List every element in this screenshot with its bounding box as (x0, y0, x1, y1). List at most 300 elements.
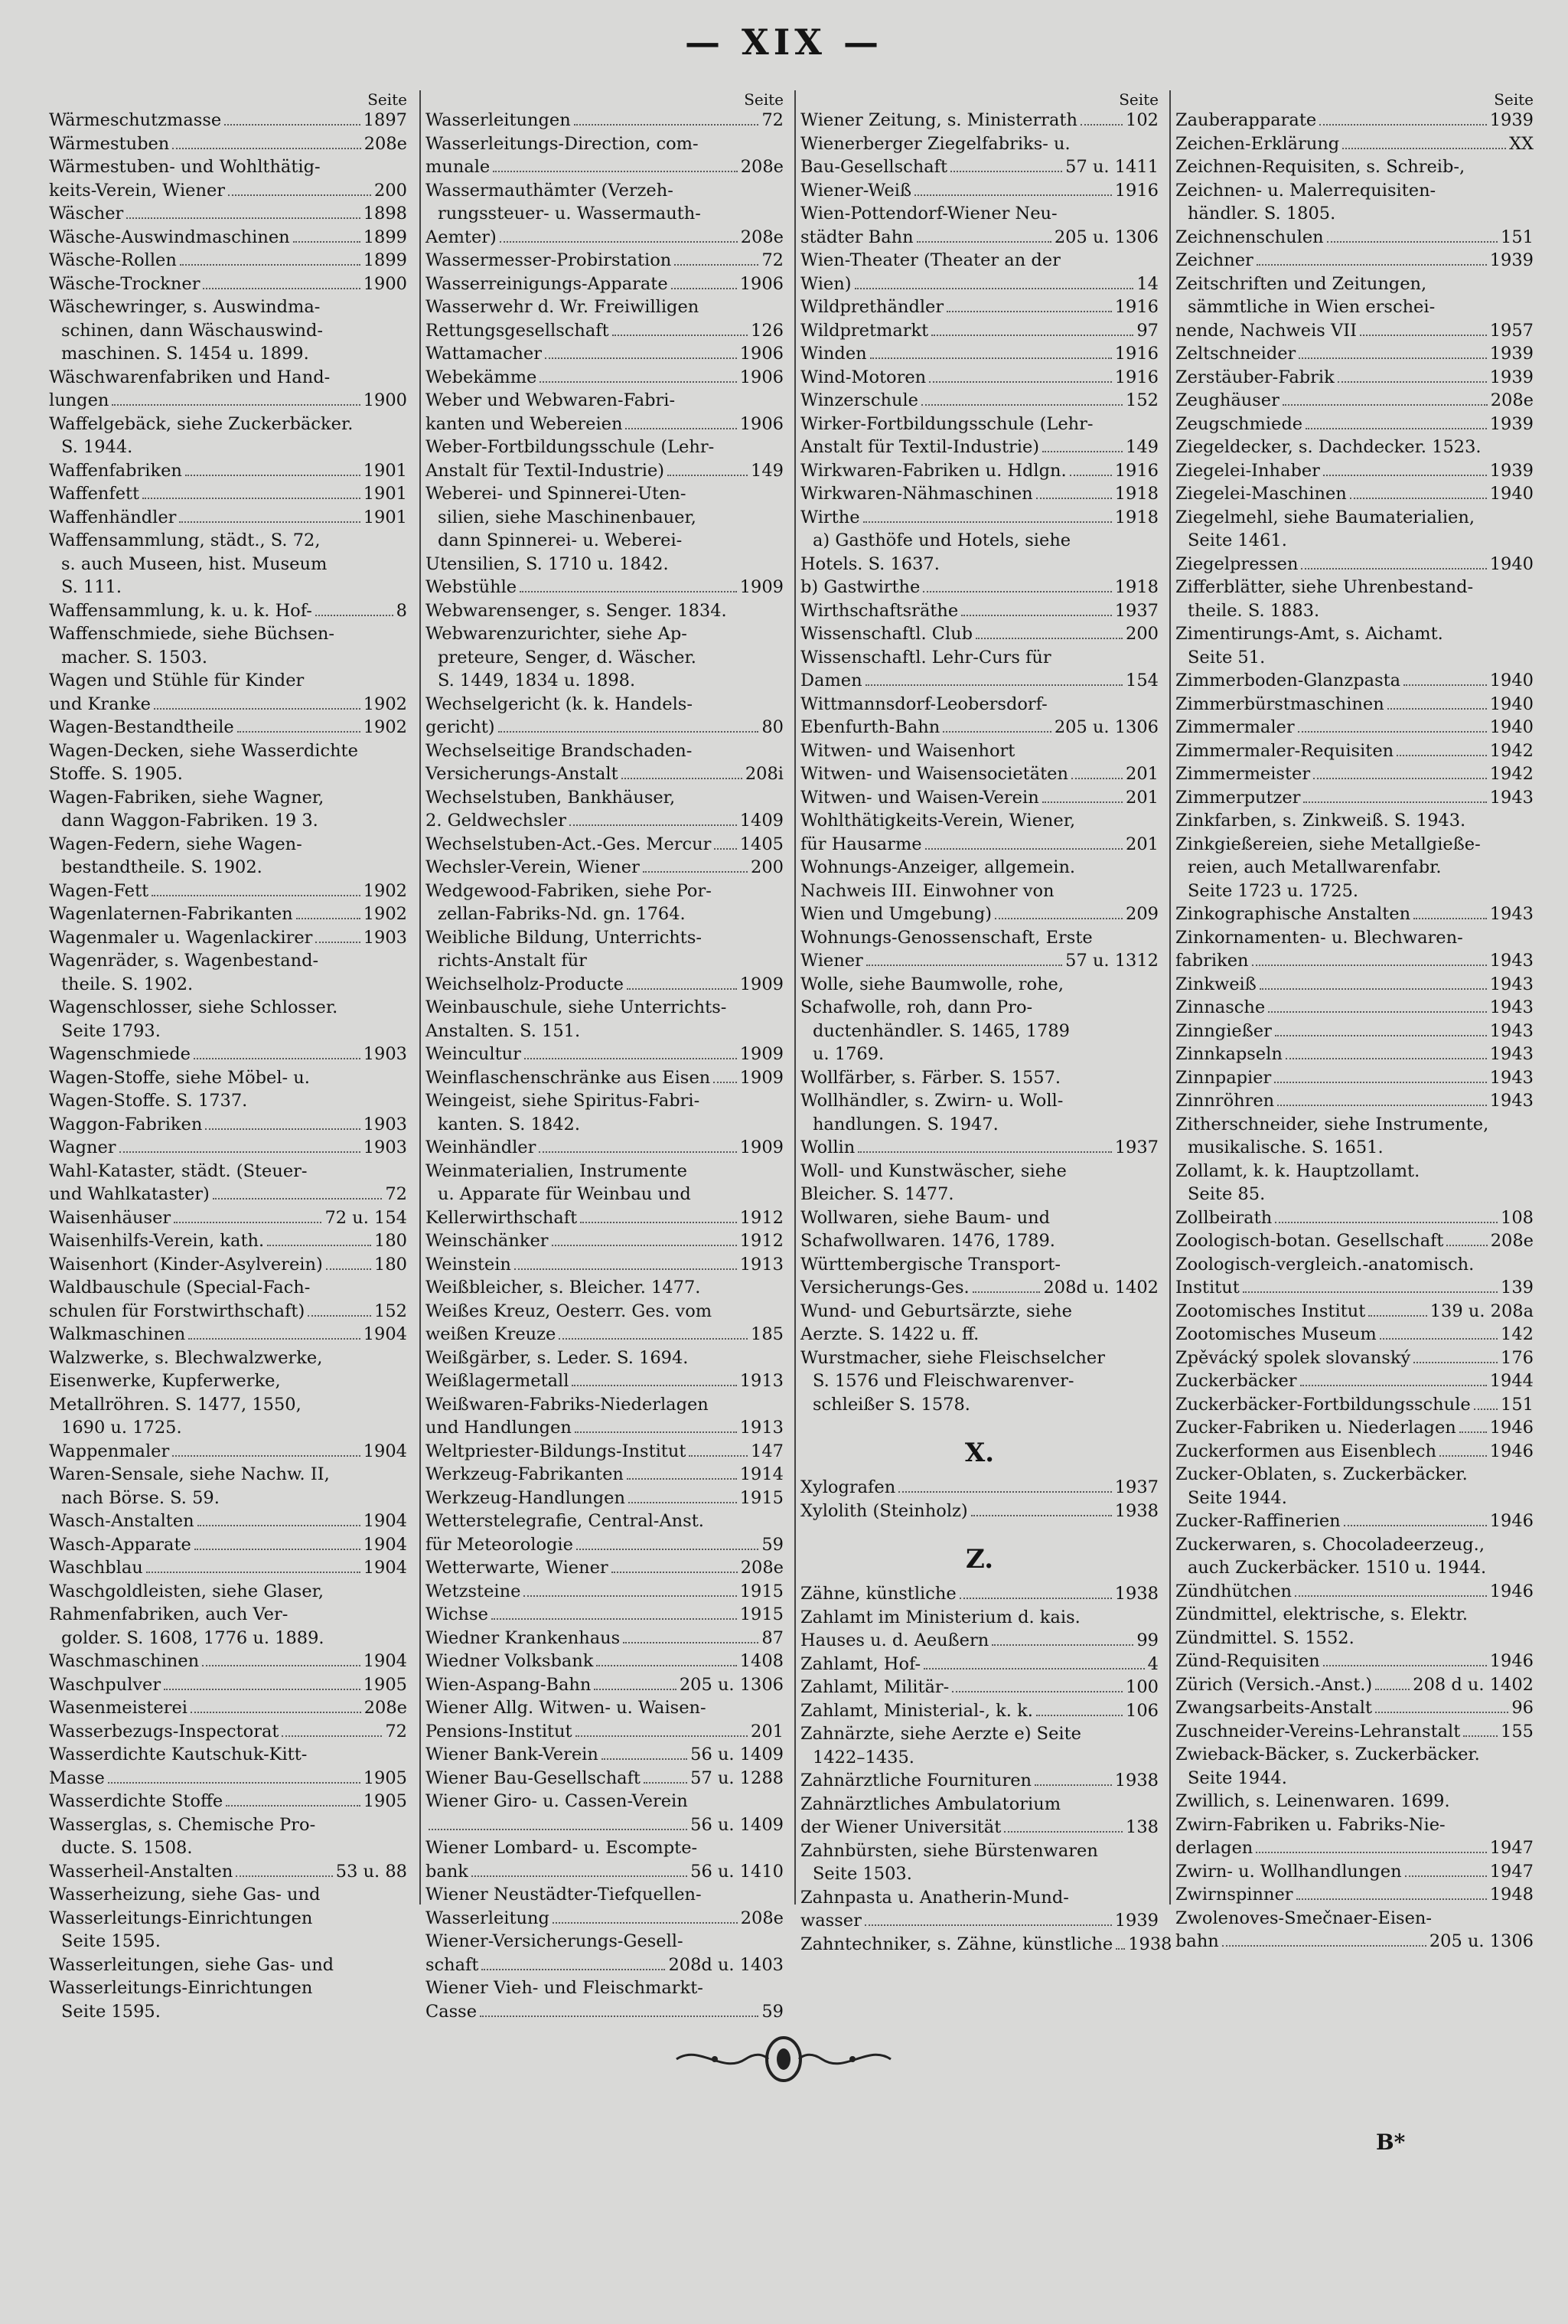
entry-page: 1916 (1114, 460, 1159, 481)
index-entry: Wienerberger Ziegelfabriks- u. (800, 133, 1071, 154)
dot-leader (308, 1315, 371, 1317)
entry-term: Zinnkapseln (1175, 1044, 1283, 1064)
entry-term: Zucker-Raffinerien (1175, 1511, 1341, 1531)
entry-page: 106 (1126, 1700, 1159, 1721)
index-entry (44, 1767, 412, 1790)
index-entry (1171, 739, 1538, 763)
entry-term: Wasenmeisterei (49, 1698, 187, 1718)
index-entry (421, 249, 788, 273)
entry-term: Versicherungs-Ges. (800, 1278, 970, 1297)
dot-leader (627, 1478, 737, 1480)
entry-continuation: u. 1769. (813, 1044, 885, 1064)
index-entry: Wien-Theater (Theater an der (800, 250, 1061, 270)
index-entry (1171, 1930, 1538, 1954)
dot-leader (1295, 1595, 1487, 1597)
index-entry: Wetterstelegrafie, Central-Anst. (425, 1511, 704, 1531)
dot-leader (1036, 498, 1112, 499)
dot-leader (1035, 1784, 1112, 1786)
index-entry: Zinkfarben, s. Zinkweiß. S. 1943. (1175, 811, 1466, 831)
dot-leader (1036, 1715, 1123, 1716)
entry-term: Wiener Zeitung, s. Ministerrath (800, 110, 1077, 130)
entry-term: Wind-Motoren (800, 367, 927, 387)
entry-term: Wasch-Apparate (49, 1534, 191, 1555)
page-number: — XIX — (685, 21, 883, 63)
index-entry (44, 1440, 412, 1464)
entry-term: Zimmermeister (1175, 764, 1311, 784)
entry-continuation: Seite 1793. (61, 1020, 161, 1041)
index-entry: Utensilien, S. 1710 u. 1842. (425, 553, 669, 574)
dot-leader (689, 1455, 748, 1457)
entry-term: Wappenmaler (49, 1441, 170, 1461)
index-entry (421, 1369, 788, 1393)
entry-continuation: S. 1576 und Fleischwarenver- (813, 1371, 1074, 1391)
entry-page: 151 (1501, 1394, 1534, 1415)
entry-term: Wirkwaren-Nähmaschinen (800, 484, 1033, 504)
index-entry: Waffenschmiede, siehe Büchsen- (49, 624, 334, 644)
entry-term: Wasserleitungen (425, 110, 571, 130)
entry-page: 1937 (1114, 1477, 1159, 1497)
dot-leader (146, 1572, 360, 1573)
index-entry (44, 693, 412, 716)
index-entry (421, 1767, 788, 1790)
entry-page: 72 (761, 110, 784, 130)
dot-leader (674, 264, 758, 266)
entry-page: 4 (1147, 1653, 1159, 1674)
entry-term: Wärmeschutzmasse (49, 110, 222, 130)
entry-continuation: Seite 85. (1188, 1184, 1266, 1204)
entry-page: 1938 (1128, 1934, 1172, 1954)
dot-leader (576, 1549, 758, 1550)
index-entry (1171, 693, 1538, 716)
index-entry (44, 1300, 412, 1324)
dot-leader (925, 848, 1123, 850)
index-entry (1171, 1393, 1538, 1417)
dot-leader (1004, 1831, 1123, 1833)
index-entry: Wirker-Fortbildungsschule (Lehr- (800, 413, 1094, 434)
entry-term: Zimmermaler-Requisiten (1175, 740, 1394, 761)
index-entry (44, 1183, 412, 1206)
entry-term: Weißlagermetall (425, 1371, 569, 1391)
entry-term: Wasserbezugs-Inspectorat (49, 1721, 279, 1741)
entry-page: 1904 (363, 1651, 407, 1671)
entry-page: 205 u. 1306 (1054, 227, 1159, 247)
entry-term: keits-Verein, Wiener (49, 180, 226, 201)
index-entry: Weißwaren-Fabriks-Niederlagen (425, 1394, 709, 1415)
entry-page: 1901 (363, 507, 407, 527)
index-entry: Wechselseitige Brandschaden- (425, 740, 693, 761)
index-entry (421, 226, 788, 250)
index-entry: Wien-Pottendorf-Wiener Neu- (800, 204, 1058, 224)
dot-leader (971, 1515, 1112, 1516)
entry-term: Wiener Bau-Gesellschaft (425, 1767, 641, 1788)
index-entry (421, 1954, 788, 1977)
dot-leader (172, 148, 360, 149)
entry-page: 1903 (363, 1138, 407, 1157)
index-entry (796, 1653, 1163, 1676)
index-entry (421, 1323, 788, 1346)
entry-page: 1943 (1489, 951, 1534, 971)
index-entry (421, 1066, 788, 1090)
index-entry: Wohnungs-Genossenschaft, Erste (800, 927, 1093, 948)
entry-term: Waschblau (49, 1558, 143, 1578)
index-entry (796, 179, 1163, 203)
entry-term: Aemter) (425, 227, 497, 247)
dot-leader (1256, 1852, 1486, 1853)
dot-leader (952, 1691, 1123, 1692)
entry-page: 1937 (1114, 600, 1159, 621)
entry-term: Institut (1175, 1278, 1240, 1297)
dot-leader (950, 171, 1062, 172)
entry-page: XX (1508, 133, 1534, 154)
index-entry (421, 809, 788, 833)
index-entry (44, 926, 412, 950)
index-entry: Weber-Fortbildungsschule (Lehr- (425, 437, 715, 457)
dot-leader (553, 1922, 738, 1924)
entry-page: 154 (1126, 671, 1159, 690)
index-entry (44, 1533, 412, 1557)
index-entry (796, 482, 1163, 506)
index-entry (44, 249, 412, 273)
dot-leader (574, 124, 759, 126)
dot-leader (228, 194, 371, 196)
dot-leader (172, 1455, 360, 1457)
entry-term: bahn (1175, 1931, 1219, 1951)
entry-page: 1940 (1489, 694, 1534, 714)
index-column-3 (794, 90, 1172, 1954)
entry-page: 1916 (1114, 344, 1159, 364)
dot-leader (1474, 1408, 1498, 1410)
index-entry (44, 1696, 412, 1720)
entry-page: 1943 (1489, 904, 1534, 924)
entry-term: Wagen-Bestandtheile (49, 717, 234, 737)
entry-page: 126 (751, 320, 784, 341)
dot-leader (1360, 335, 1487, 336)
index-entry: Wiener Allg. Witwen- u. Waisen- (425, 1698, 706, 1718)
entry-term: Zucker-Fabriken u. Niederlagen (1175, 1418, 1456, 1438)
index-entry: Zeichnen-Requisiten, s. Schreib-, (1175, 157, 1465, 177)
index-entry (1171, 996, 1538, 1020)
index-entry (421, 109, 788, 132)
dot-leader (1283, 404, 1488, 406)
entry-term: und Handlungen (425, 1418, 572, 1438)
dot-leader (628, 1502, 737, 1503)
entry-continuation: auch Zuckerbäcker. 1510 u. 1944. (1188, 1558, 1487, 1578)
dot-leader (179, 521, 360, 523)
index-entry (421, 856, 788, 880)
entry-page: 1904 (363, 1441, 407, 1461)
index-entry: Zollamt, k. k. Hauptzollamt. (1175, 1160, 1420, 1181)
index-entry (1171, 342, 1538, 366)
index-entry: Wagen und Stühle für Kinder (49, 671, 305, 690)
entry-page: 1899 (363, 250, 407, 270)
dot-leader (1338, 381, 1487, 383)
entry-term: Weincultur (425, 1044, 521, 1064)
dot-leader (326, 1268, 371, 1270)
entry-term: und Kranke (49, 694, 151, 714)
index-entry (796, 226, 1163, 250)
index-entry: Zinkgießereien, siehe Metallgieße- (1175, 834, 1481, 854)
entry-term: Waffenhändler (49, 507, 177, 527)
dot-leader (185, 475, 360, 476)
dot-leader (1274, 1082, 1486, 1083)
index-entry (421, 1673, 788, 1697)
dot-leader (1327, 241, 1498, 243)
entry-term: Zinnröhren (1175, 1091, 1275, 1111)
entry-term: lungen (49, 390, 109, 410)
index-entry (796, 319, 1163, 343)
index-entry: Wasserleitungs-Einrichtungen (49, 1908, 313, 1928)
entry-term: Waisenhort (Kinder-Asylverein) (49, 1254, 323, 1275)
entry-page: 1937 (1114, 1138, 1159, 1157)
entry-term: nende, Nachweis VII (1175, 320, 1358, 341)
index-entry (1171, 1369, 1538, 1393)
index-entry (44, 1253, 412, 1277)
entry-page: 96 (1511, 1698, 1534, 1718)
entry-term: Wollin (800, 1138, 856, 1157)
entry-term: Versicherungs-Anstalt (425, 764, 618, 784)
entry-term: Wirthschaftsräthe (800, 600, 959, 621)
entry-continuation: S. 1449, 1834 u. 1898. (438, 671, 636, 690)
index-entry (421, 319, 788, 343)
index-entry: Zeichnen- u. Malerrequisiten- (1175, 180, 1436, 201)
entry-term: Anstalt für Textil-Industrie) (800, 437, 1040, 457)
entry-page: 72 (761, 250, 784, 270)
index-entry: Weißbleicher, s. Bleicher. 1477. (425, 1278, 701, 1297)
entry-page: 1900 (363, 390, 407, 410)
dot-leader (865, 684, 1123, 686)
index-entry (796, 506, 1163, 530)
entry-page: 1939 (1489, 367, 1534, 387)
dot-leader (523, 1595, 736, 1597)
index-entry (44, 273, 412, 296)
dot-leader (1313, 778, 1487, 779)
entry-term: Zeichner (1175, 250, 1253, 270)
index-column-2 (419, 90, 788, 2022)
index-entry (796, 833, 1163, 857)
dot-leader (713, 1082, 737, 1083)
entry-term: schulen für Forstwirthschaft) (49, 1301, 305, 1321)
entry-term: Wetterwarte, Wiener (425, 1558, 608, 1578)
dot-leader (1243, 1291, 1498, 1293)
entry-page: 176 (1501, 1347, 1534, 1368)
dot-leader (601, 1758, 687, 1760)
entry-term: Wäscher (49, 204, 124, 224)
entry-page: 208d u. 1403 (668, 1954, 784, 1975)
index-entry (1171, 903, 1538, 926)
index-entry: Zwieback-Bäcker, s. Zuckerbäcker. (1175, 1745, 1480, 1764)
index-entry: Waldbauschule (Special-Fach- (49, 1278, 311, 1297)
entry-page: 208e (363, 1698, 407, 1718)
dot-leader (898, 1491, 1112, 1493)
entry-page: 1943 (1489, 974, 1534, 994)
index-entry: Wolle, siehe Baumwolle, rohe, (800, 974, 1064, 994)
index-entry (1171, 482, 1538, 506)
dot-leader (559, 1338, 748, 1340)
index-entry (796, 1676, 1163, 1699)
dot-leader (315, 942, 360, 943)
index-entry: Wasserdichte Kautschuk-Kitt- (49, 1745, 308, 1764)
entry-term: Walkmaschinen (49, 1324, 186, 1344)
entry-page: 208e (1490, 1231, 1534, 1251)
index-entry: Zwolenoves-Smečnaer-Eisen- (1175, 1908, 1432, 1928)
entry-term: Witwen- und Waisen-Verein (800, 787, 1039, 808)
entry-page: 1904 (363, 1558, 407, 1578)
dot-leader (205, 1128, 360, 1130)
entry-continuation: silien, siehe Maschinenbauer, (438, 507, 696, 527)
entry-page: 1898 (363, 204, 407, 224)
entry-page: 1902 (363, 694, 407, 714)
entry-term: Wildpretmarkt (800, 320, 929, 341)
dot-leader (202, 1665, 360, 1666)
index-entry (421, 1229, 788, 1253)
index-entry: Wahl-Kataster, städt. (Steuer- (49, 1160, 308, 1181)
dot-leader (572, 1385, 736, 1386)
index-entry: Wedgewood-Fabriken, siehe Por- (425, 880, 712, 901)
entry-term: für Meteorologie (425, 1534, 573, 1555)
entry-term: Pensions-Institut (425, 1721, 572, 1741)
entry-page: 208e (1490, 390, 1534, 410)
dot-leader (992, 1644, 1133, 1646)
entry-term: Wichse (425, 1604, 488, 1624)
index-entry: Eisenwerke, Kupferwerke, (49, 1371, 281, 1391)
dot-leader (552, 1245, 737, 1246)
entry-term: Zootomisches Institut (1175, 1301, 1366, 1321)
index-entry (44, 1860, 412, 1884)
ornament-vignette (669, 2032, 898, 2086)
index-entry (796, 1629, 1163, 1653)
index-entry: Zündmittel. S. 1552. (1175, 1627, 1354, 1648)
entry-page: 209 (1126, 904, 1159, 924)
entry-page: 1944 (1489, 1371, 1534, 1391)
entry-continuation: 1422–1435. (813, 1747, 914, 1767)
entry-term: städter Bahn (800, 227, 914, 247)
index-entry (44, 1113, 412, 1137)
dot-leader (152, 895, 360, 896)
entry-term: Wagenlaternen-Fabrikanten (49, 904, 293, 924)
dot-leader (575, 1735, 748, 1737)
entry-term: Wagenschmiede (49, 1044, 191, 1064)
entry-continuation: theile. S. 1883. (1188, 600, 1320, 621)
dot-leader (213, 1198, 383, 1200)
entry-term: Wiener (800, 951, 863, 971)
index-entry: Zündmittel, elektrische, s. Elektr. (1175, 1604, 1469, 1624)
entry-page: 1909 (739, 577, 784, 597)
index-entry (44, 1323, 412, 1346)
index-entry: Nachweis III. Einwohner von (800, 880, 1055, 901)
dot-leader (643, 871, 748, 873)
index-entry: Wassermauthämter (Verzeh- (425, 180, 673, 201)
entry-page: 1901 (363, 484, 407, 504)
index-entry (44, 459, 412, 483)
entry-term: Waisenhilfs-Verein, kath. (49, 1231, 265, 1251)
dot-leader (520, 591, 737, 592)
entry-continuation: bestandtheile. S. 1902. (61, 857, 262, 877)
dot-leader (1275, 1035, 1487, 1036)
dot-leader (973, 1291, 1041, 1293)
entry-term: fabriken (1175, 951, 1249, 971)
entry-term: Zinnasche (1175, 997, 1266, 1017)
entry-page: 53 u. 88 (335, 1861, 407, 1882)
dot-leader (1413, 1362, 1498, 1363)
entry-term: Wiener Bank-Verein (425, 1745, 598, 1764)
entry-page: 1916 (1114, 367, 1159, 387)
entry-page: 100 (1126, 1677, 1159, 1697)
dot-leader (1303, 801, 1486, 803)
seite-header: Seite (367, 90, 407, 109)
index-entry (796, 1909, 1163, 1933)
entry-term: Ebenfurth-Bahn (800, 717, 940, 737)
entry-page: 151 (1501, 227, 1534, 247)
dot-leader (929, 381, 1112, 383)
entry-term: Zeichnenschulen (1175, 227, 1324, 247)
index-entry (796, 1582, 1163, 1606)
dot-leader (174, 1222, 321, 1223)
dot-leader (611, 1572, 738, 1573)
entry-term: Wiedner Volksbank (425, 1651, 594, 1671)
index-entry: Aerzte. S. 1422 u. ff. (800, 1324, 980, 1344)
index-entry: Zimentirungs-Amt, s. Aichamt. (1175, 624, 1443, 644)
dot-leader (1257, 264, 1487, 266)
index-entry (1171, 109, 1538, 132)
index-entry: Webwarenzurichter, siehe Ap- (425, 624, 687, 644)
dot-leader (1071, 778, 1123, 779)
index-entry (1171, 1323, 1538, 1346)
index-entry (1171, 1206, 1538, 1230)
index-entry: Wechselstuben, Bankhäuser, (425, 787, 676, 808)
index-entry (44, 1136, 412, 1160)
entry-term: Zauberapparate (1175, 110, 1317, 130)
entry-term: Zeughäuser (1175, 390, 1280, 410)
dot-leader (1275, 1222, 1498, 1223)
entry-continuation: ductenhändler. S. 1465, 1789 (813, 1020, 1070, 1041)
index-entry (421, 1580, 788, 1604)
entry-term: 2. Geldwechsler (425, 811, 566, 831)
entry-continuation: Seite 1944. (1188, 1767, 1287, 1788)
index-entry (421, 716, 788, 739)
entry-term: Wissenschaftl. Club (800, 624, 973, 644)
dot-leader (226, 1805, 360, 1807)
dot-leader (1405, 1875, 1487, 1877)
dot-leader (1298, 731, 1487, 733)
entry-page: 1942 (1489, 740, 1534, 761)
entry-page: 59 (761, 1534, 784, 1555)
entry-continuation: händler. S. 1805. (1188, 204, 1336, 224)
entry-term: Zinngießer (1175, 1020, 1272, 1041)
entry-continuation: Seite 1503. (813, 1864, 912, 1884)
index-entry (1171, 1650, 1538, 1673)
entry-page: 1909 (739, 1138, 784, 1157)
index-entry: Witwen- und Waisenhort (800, 740, 1015, 761)
entry-term: Zahnärztliche Fournituren (800, 1771, 1032, 1790)
index-entry (44, 1229, 412, 1253)
index-entry (44, 202, 412, 226)
index-entry: Weberei- und Spinnerei-Uten- (425, 484, 686, 504)
index-entry: Wagenschlosser, siehe Schlosser. (49, 997, 338, 1017)
entry-term: Wattamacher (425, 344, 542, 364)
dot-leader (112, 404, 360, 406)
entry-term: Wechselstuben-Act.-Ges. Mercur (425, 834, 712, 854)
entry-page: 1905 (363, 1674, 407, 1695)
entry-page: 1916 (1114, 297, 1159, 317)
index-entry: Wagen-Stoffe. S. 1737. (49, 1091, 248, 1111)
entry-term: Wagen-Fett (49, 880, 149, 901)
dot-leader (921, 404, 1123, 406)
dot-leader (1277, 1105, 1487, 1106)
index-entry: Ziegeldecker, s. Dachdecker. 1523. (1175, 437, 1482, 457)
entry-page: 1905 (363, 1791, 407, 1811)
entry-page: 1943 (1489, 787, 1534, 808)
entry-page: 1902 (363, 717, 407, 737)
